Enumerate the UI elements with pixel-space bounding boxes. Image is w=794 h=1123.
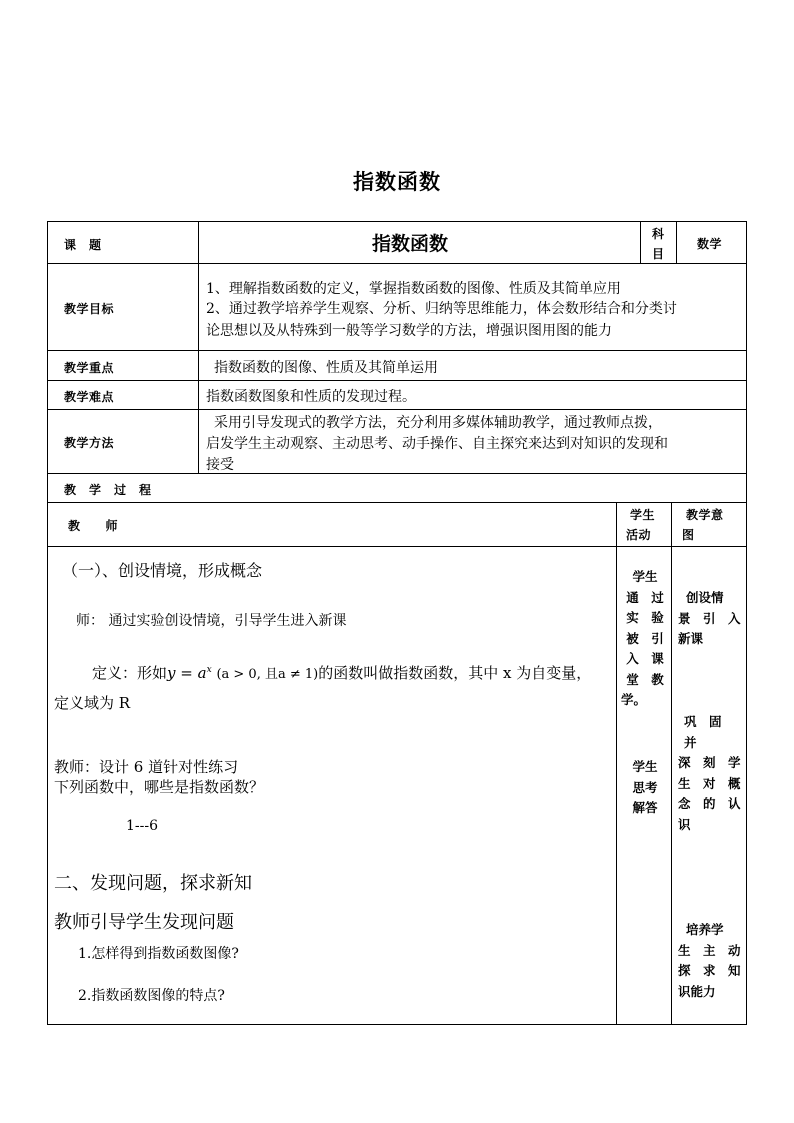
domain-line: 定义域为 R bbox=[54, 694, 131, 712]
goals-label: 教学目标 bbox=[64, 302, 115, 316]
subject-value: 数学 bbox=[697, 237, 723, 251]
teaching-intent-1: 创设情 景 引 入 新课 bbox=[678, 590, 741, 646]
definition-line bbox=[92, 662, 591, 683]
formula-y: y bbox=[167, 664, 176, 682]
section-2-heading: 二、发现问题，探求新知 bbox=[54, 873, 252, 894]
question-1: 1.怎样得到指数函数图像? bbox=[78, 946, 239, 962]
course-label: 课 题 bbox=[64, 238, 102, 252]
formula-eq: = bbox=[180, 664, 193, 682]
formula-x: x bbox=[206, 665, 212, 675]
student-activity-1: 学生 通 过 实 验 被 引 入 课 堂 教 学。 bbox=[621, 569, 664, 707]
course-title: 指数函数 bbox=[372, 233, 449, 255]
intent-header-2: 图 bbox=[682, 528, 695, 542]
definition-suffix: 的函数叫做指数函数，其中 x 为自变量， bbox=[318, 664, 592, 682]
teaching-intent-2: 巩 固 并 深 刻 学 生 对 概 念 的 认 识 bbox=[678, 714, 741, 832]
question-2: 2.指数函数图像的特点? bbox=[78, 988, 225, 1004]
difficulty-value: 指数函数图象和性质的发现过程。 bbox=[206, 389, 416, 405]
exercise-range: 1---6 bbox=[126, 818, 159, 834]
difficulty-label: 教学难点 bbox=[64, 390, 115, 404]
key-points-label: 教学重点 bbox=[64, 361, 115, 375]
goals-line-2: 2、通过教学培养学生观察、分析、归纳等思维能力，体会数形结合和分类讨 bbox=[206, 301, 677, 317]
teaching-intent-3: 培养学 生 主 动 探 求 知 识能力 bbox=[678, 922, 741, 999]
method-label: 教学方法 bbox=[64, 436, 115, 450]
method-line-1: 采用引导发现式的教学方法，充分利用多媒体辅助教学，通过教师点拨， bbox=[214, 415, 662, 431]
method-line-2: 启发学生主动观察、主动思考、动手操作、自主探究来达到对知识的发现和 bbox=[206, 436, 668, 452]
process-label: 教 学 过 程 bbox=[64, 483, 152, 497]
page-title: 指数函数 bbox=[353, 169, 441, 194]
exercise-line-1: 教师：设计 6 道针对性练习 bbox=[54, 758, 239, 776]
student-header-2: 活动 bbox=[626, 528, 652, 542]
student-header-1: 学生 bbox=[630, 508, 656, 522]
goals-line-1: 1、理解指数函数的定义，掌握指数函数的图像、性质及其简单应用 bbox=[206, 281, 621, 297]
goals-line-3: 论思想以及从特殊到一般等学习数学的方法，增强识图用图的能力 bbox=[206, 323, 612, 339]
section-1-heading: （一）、创设情境，形成概念 bbox=[62, 561, 263, 580]
formula-a: a bbox=[197, 664, 207, 682]
subject-label-1: 科 bbox=[652, 227, 665, 241]
subject-label-2: 目 bbox=[652, 247, 665, 261]
guide-heading: 教师引导学生发现问题 bbox=[54, 912, 234, 933]
exercise-line-2: 下列函数中，哪些是指数函数？ bbox=[54, 778, 265, 796]
key-points-value: 指数函数的图像、性质及其简单运用 bbox=[214, 360, 438, 376]
teacher-intro: 师： 通过实验创设情境，引导学生进入新课 bbox=[76, 613, 347, 629]
student-activity-2: 学生 思考 解答 bbox=[632, 759, 658, 815]
definition-prefix: 定义：形如 bbox=[92, 664, 168, 682]
intent-header-1: 教学意 bbox=[686, 508, 724, 522]
formula-condition: (a > 0, 且a ≠ 1) bbox=[216, 667, 319, 682]
method-line-3: 接受 bbox=[206, 457, 234, 473]
teacher-header: 教 师 bbox=[68, 519, 119, 533]
